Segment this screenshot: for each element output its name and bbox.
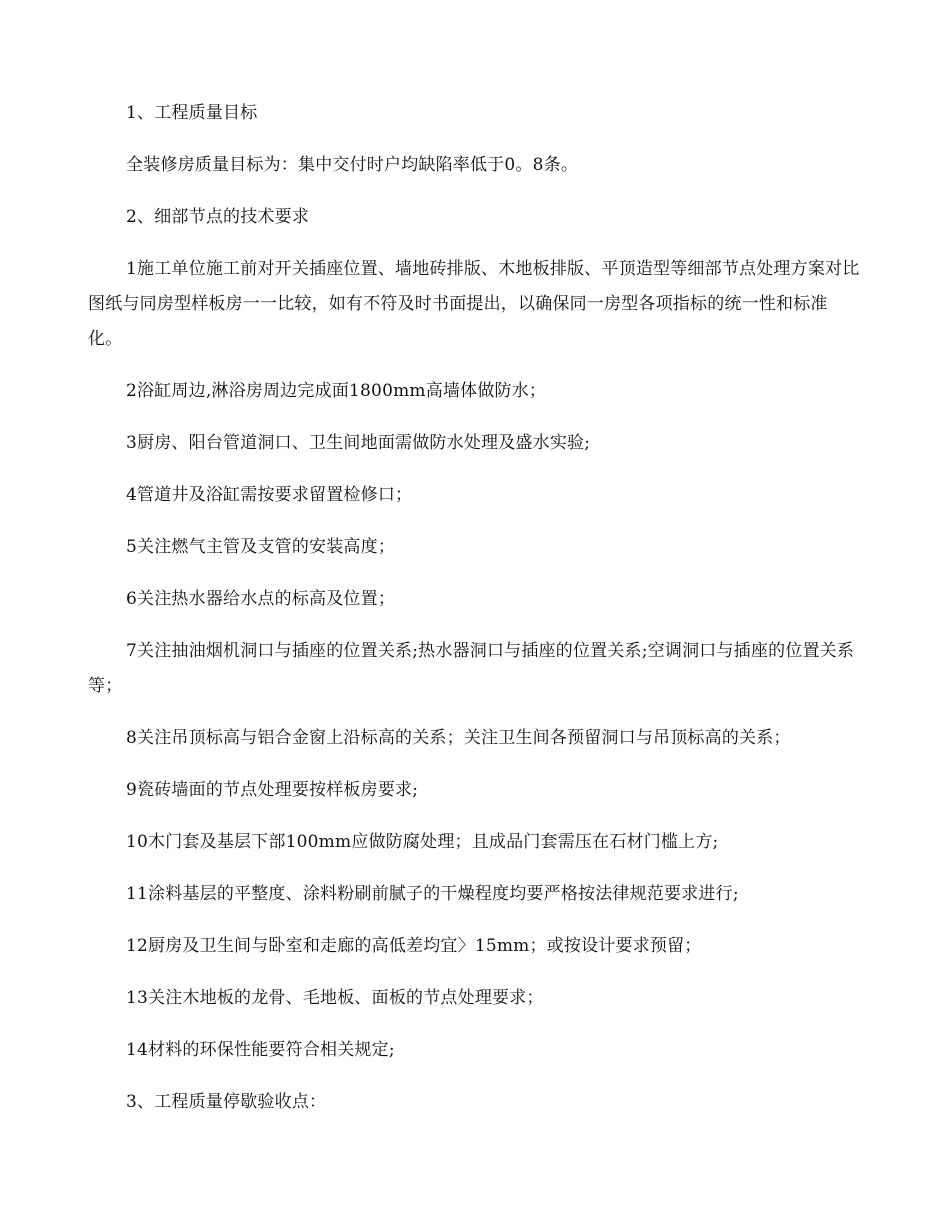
requirement-item-1: 1施工单位施工前对开关插座位置、墙地砖排版、木地板排版、平顶造型等细部节点处理方案对比图纸与同房型样板房一一比较，如有不符及时书面提出，以确保同一房型各项指标的统一性和标准化。	[88, 259, 860, 349]
requirement-item-5: 5关注燃气主管及支管的安装高度；	[126, 537, 396, 557]
section-heading-quality-target: 1、工程质量目标	[126, 103, 258, 123]
requirement-item-12: 12厨房及卫生间与卧室和走廊的高低差均宜〉15mm；或按设计要求预留；	[126, 936, 702, 956]
requirement-item-2: 2浴缸周边,淋浴房周边完成面1800mm高墙体做防水；	[126, 381, 547, 401]
paragraph-quality-target: 全装修房质量目标为：集中交付时户均缺陷率低于0。8条。	[126, 155, 579, 175]
requirement-item-4: 4管道井及浴缸需按要求留置检修口；	[126, 485, 413, 505]
requirement-item-14: 14材料的环保性能要符合相关规定;	[126, 1040, 395, 1060]
requirement-item-3: 3厨房、阳台管道洞口、卫生间地面需做防水处理及盛水实验;	[126, 433, 591, 453]
requirement-item-6: 6关注热水器给水点的标高及位置；	[126, 589, 396, 609]
requirement-item-11: 11涂料基层的平整度、涂料粉刷前腻子的干燥程度均要严格按法律规范要求进行;	[126, 884, 739, 904]
requirement-item-13: 13关注木地板的龙骨、毛地板、面板的节点处理要求；	[126, 988, 544, 1008]
document-body	[88, 96, 860, 1120]
requirement-item-10: 10木门套及基层下部100mm应做防腐处理；且成品门套需压在石材门槛上方;	[126, 832, 719, 852]
requirement-item-8: 8关注吊顶标高与铝合金窗上沿标高的关系；关注卫生间各预留洞口与吊顶标高的关系；	[126, 728, 791, 748]
requirement-item-7: 7关注抽油烟机洞口与插座的位置关系;热水器洞口与插座的位置关系;空调洞口与插座的位置关系等；	[88, 641, 855, 696]
requirement-item-9: 9瓷砖墙面的节点处理要按样板房要求;	[126, 780, 419, 800]
section-heading-technical-requirements: 2、细部节点的技术要求	[126, 207, 310, 227]
section-heading-inspection-points: 3、工程质量停歇验收点：	[126, 1092, 327, 1112]
